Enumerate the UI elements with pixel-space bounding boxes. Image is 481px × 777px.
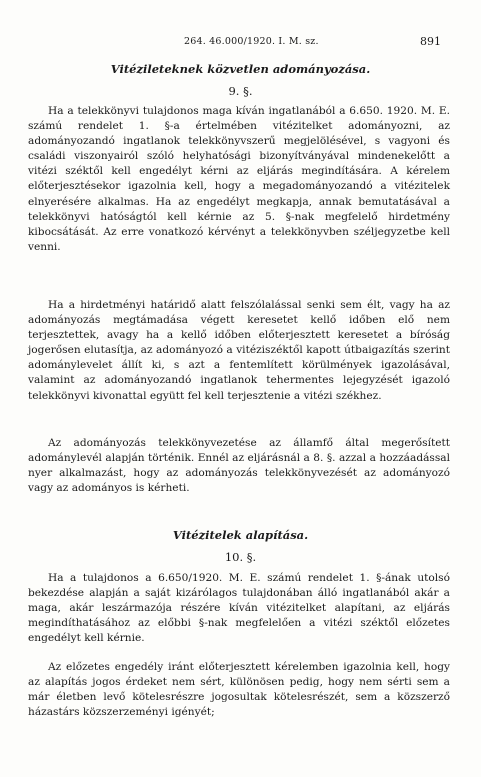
paragraph: Az adományozás telekkönyvezetése az államfő által megerősített adománylevél alapján történik. Ennél az eljárásnál a 8. §. azzal a hozzáadással nyer alkalmazást, hogy az adományozás telekkönyvezését az adományozó vagy az adományos is kérheti.: [28, 437, 450, 495]
paragraph: Ha a hirdetményi határidő alatt felszólalással senki sem élt, vagy ha az adományozás megtámadása végett keresetet kellő időben elő nem terjesztettek, avagy ha a kellő időben előterjesztett keresetet a bíróság jogerősen elutasítja, az adományozó a vitéziszéktől kapott útbaigazítás szerint adománylevelet állít ki, s azt a fentemlített körülmények igazolásával, valamint az adományozandó ingatlanok tehermentes lejegyzését igazoló telekkönyvi kivonattal együtt fel kell terjesztenie a vitézi székhez.: [28, 299, 450, 402]
section-title-founding: Vitézitelek alapítása.: [172, 528, 309, 542]
section-number-10: 10. §.: [224, 550, 257, 564]
paragraph: Az előzetes engedély iránt előterjesztett kérelemben igazolnia kell, hogy az alapítás jogos érdeket nem sért, különösen pedig, hogy nem sérti sem a már életben levő kötelesrészre jogosultak kötelesrészét, sem a közszerző házastárs közszerzeményi igényét;: [28, 661, 450, 719]
decree-reference: 264. 46.000/1920. I. M. sz.: [184, 36, 319, 47]
paragraph: Ha a tulajdonos a 6.650/1920. M. E. számú rendelet 1. §-ának utolsó bekezdése alapján a saját kizárólagos tulajdonában álló ingatlanából akár a maga, akár leszármazója részére kíván vitézitelket alapítani, az eljárás megindíthatásához az előbbi §-nak megfelelően a vitézi széktől előzetes engedélyt kell kérnie.: [28, 572, 450, 645]
section-number-9: 9. §.: [228, 84, 253, 98]
page-number: 891: [420, 35, 441, 48]
section-title-direct-grant: Vitézileteknek közvetlen adományozása.: [110, 62, 371, 76]
page-header: [0, 36, 481, 50]
paragraph: Ha a telekkönyvi tulajdonos maga kíván ingatlanából a 6.650. 1920. M. E. számú rendelet 1. §-a értelmében vitézitelket adományozni, az adományozandó ingatlanok telekkönyvszerű megjelölésével, s vagyoni és családi viszonyairól szóló helyhatósági bizonyítványával mindenekelőtt a vitézi széktől kell engedélyt kérni az eljárás megindítására. A kérelem előterjesztésekor igazolnia kell, hogy a megadományozandó a vitézitelek elnyerésére alkalmas. Ha az engedélyt megkapja, annak bemutatásával a telekkönyvi hatóságtól kell kérnie az 5. §-nak megfelelő hirdetmény kibocsátását. Az erre vonatkozó kérvényt a telekkönyvben széljegyzetbe kell venni.: [28, 105, 450, 253]
